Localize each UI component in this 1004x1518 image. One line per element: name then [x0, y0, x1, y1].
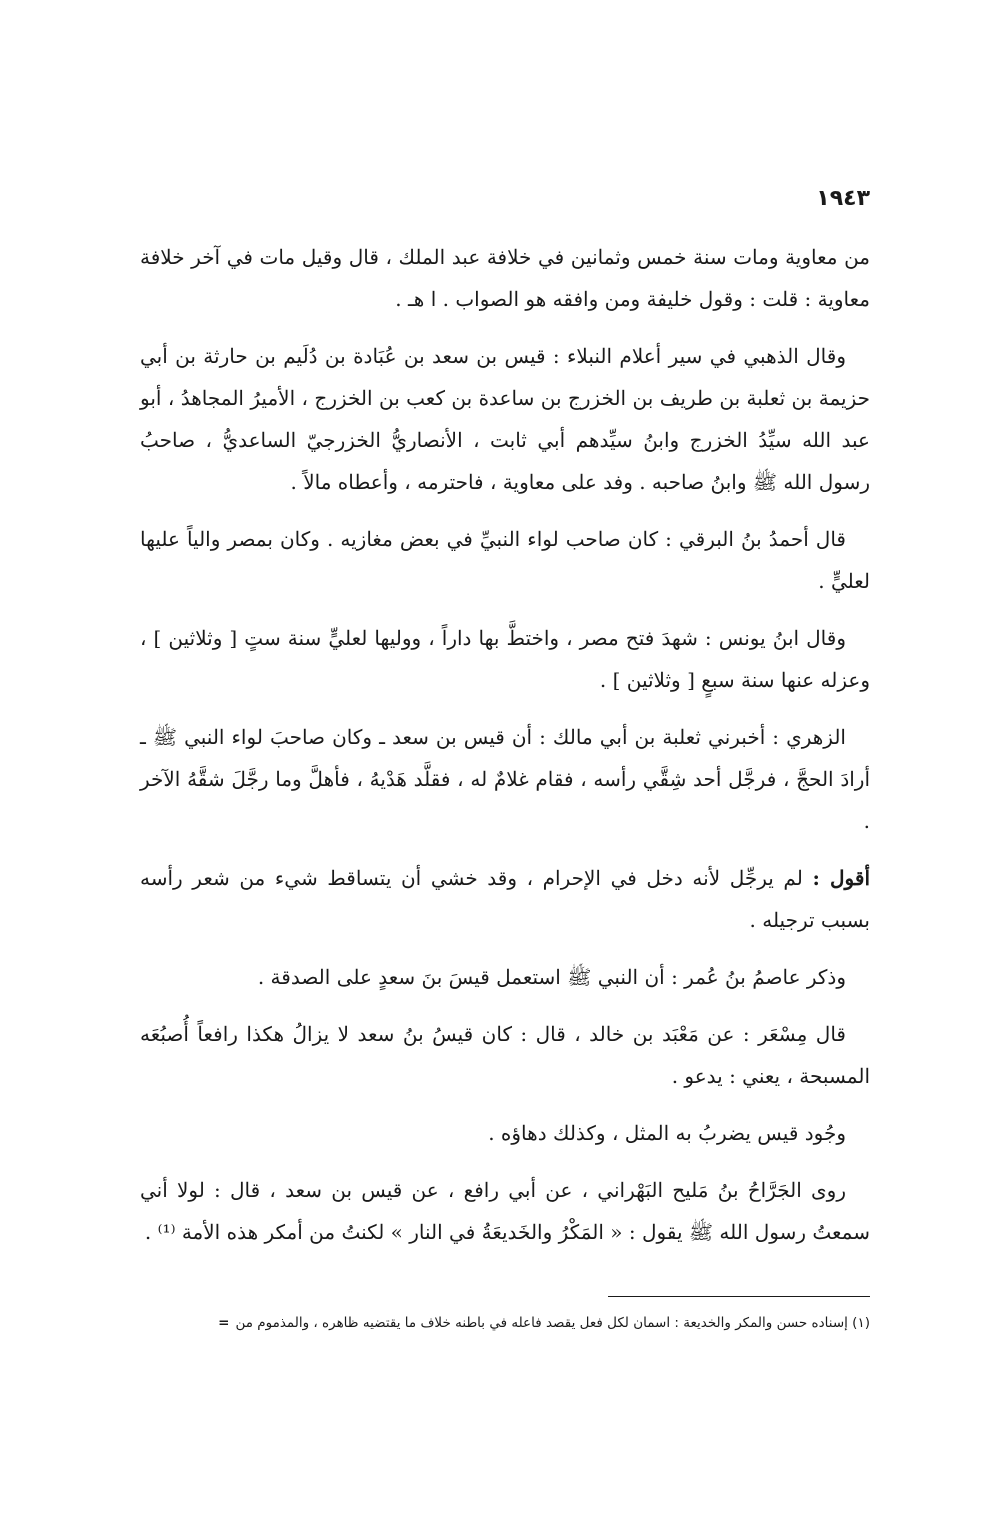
- paragraph-lead: أقول :: [812, 866, 871, 890]
- paragraph: وقال الذهبي في سير أعلام النبلاء : قيس بن سعد بن عُبَادة بن دُلَيم بن حارثة بن أبي حزيمة بن ثعلبة بن طريف بن الخزرج بن ساعدة بن كعب بن الخزرج ، الأميرُ المجاهدُ ، أبو عبد الله سيِّدُ الخزرج وابنُ سيِّدهم أبي ثابت ، الأنصاريُّ الخزرجيّ الساعديُّ ، صاحبُ رسول الله ﷺ وابنُ صاحبه . وفد على معاوية ، فاحترمه ، وأعطاه مالاً .: [140, 344, 870, 494]
- paragraph: وجُود قيس يضربُ به المثل ، وكذلك دهاؤه .: [488, 1121, 846, 1145]
- paragraph: الزهري : أخبرني ثعلبة بن أبي مالك : أن قيس بن سعد ـ وكان صاحبَ لواء النبي ﷺ ـ أرادَ الحجَّ ، فرجَّل أحد شِقَّي رأسه ، فقام غلامٌ له ، فقلَّد هَدْيهُ ، فأهلَّ وما رجَّلَ شقَّهُ الآخر .: [140, 725, 870, 833]
- paragraph: من معاوية ومات سنة خمس وثمانين في خلافة عبد الملك ، قال وقيل مات في آخر خلافة معاوية : قلت : وقول خليفة ومن وافقه هو الصواب . ا هـ .: [140, 245, 870, 311]
- paragraph: قال أحمدُ بنُ البرقي : كان صاحب لواء النبيِّ في بعض مغازيه . وكان بمصر والياً عليها لعليٍّ .: [140, 527, 870, 593]
- footnote-separator: [608, 1296, 870, 1297]
- paragraph: وقال ابنُ يونس : شهدَ فتح مصر ، واختطَّ بها داراً ، ووليها لعليٍّ سنة ستٍ [ وثلاثين ] ، وعزله عنها سنة سبعٍ [ وثلاثين ] .: [140, 626, 870, 692]
- footnote: [118, 1312, 870, 1334]
- page-number: ١٩٤٣: [816, 186, 870, 211]
- paragraph: قال مِسْعَر : عن مَعْبَد بن خالد ، قال : كان قيسُ بنُ سعد لا يزالُ هكذا رافعاً أُصبُعَه المسبحة ، يعني : يدعو .: [140, 1022, 870, 1088]
- main-text: [140, 236, 870, 1268]
- paragraph: روى الجَرَّاحُ بنُ مَليح البَهْراني ، عن أبي رافع ، عن قيس بن سعد ، قال : لولا أني سمعتُ رسول الله ﷺ يقول : « المَكْرُ والخَديعَةُ في النار » لكنتُ من أمكر هذه الأمة ⁽¹⁾ .: [140, 1178, 870, 1244]
- footnote-text: (١) إسناده حسن والمكر والخديعة : اسمان لكل فعل يقصد فاعله في باطنه خلاف ما يقتضيه ظاهره ، والمذموم من: [235, 1315, 870, 1331]
- paragraph: وذكر عاصمُ بنُ عُمر : أن النبي ﷺ استعمل قيسَ بنَ سعدٍ على الصدقة .: [257, 965, 846, 989]
- footnote-continuation-mark: =: [218, 1315, 230, 1331]
- paragraph: أقول : لم يرجِّل لأنه دخل في الإحرام ، وقد خشي أن يتساقط شيء من شعر رأسه بسبب ترجيله .: [140, 866, 871, 932]
